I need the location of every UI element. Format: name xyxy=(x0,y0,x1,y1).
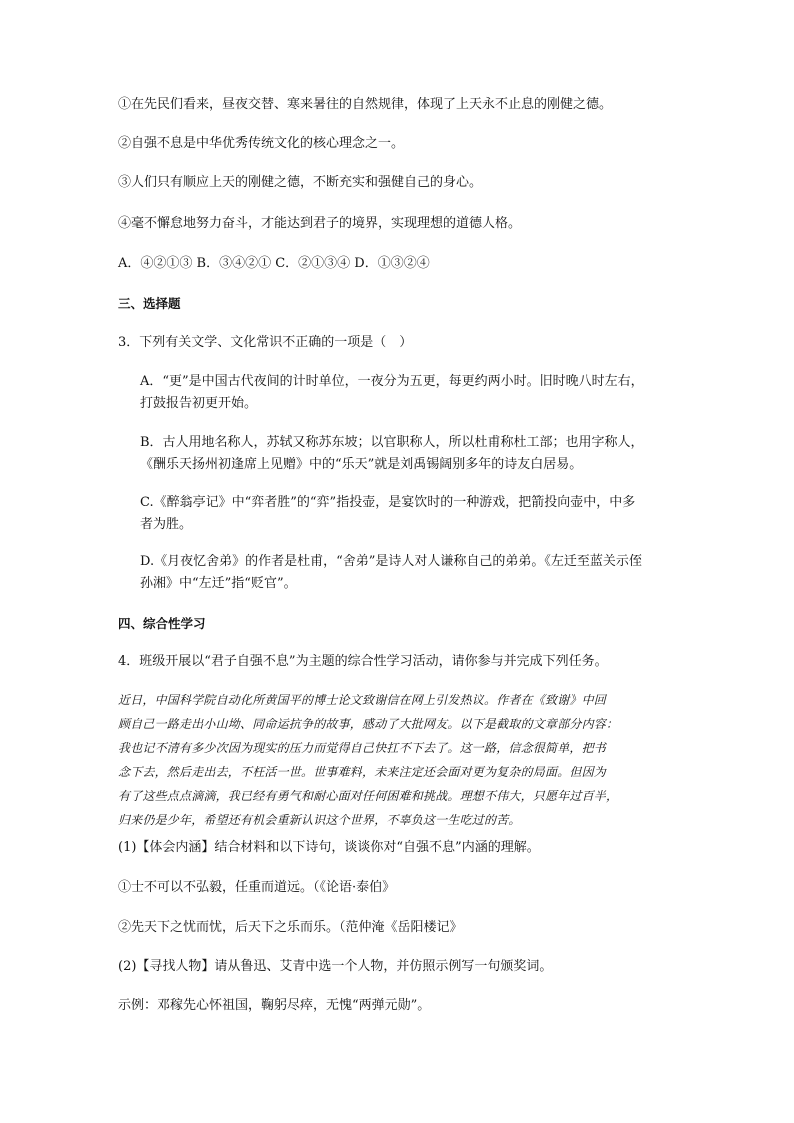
material-line-5: 有了这些点点滴滴，我已经有勇气和耐心面对任何困难和挑战。理想不伟大，只愿年过百半， xyxy=(118,789,619,803)
option-c-line-2: 者为胜。 xyxy=(140,517,193,532)
material-line-6: 归来仍是少年，希望还有机会重新认识这个世界，不辜负这一生吃过的苦。 xyxy=(118,813,521,827)
q2-item-1: ①在先民们看来，昼夜交替、寒来暑往的自然规律，体现了上天永不止息的刚健之德。 xyxy=(118,97,613,112)
option-d-line-1: D.《月夜忆舍弟》的作者是杜甫，“舍弟”是诗人对人谦称自己的弟弟。《左迁至蓝关示侄 xyxy=(140,554,642,569)
option-d xyxy=(140,551,680,595)
quote-2: ②先天下之忧而忧，后天下之乐而乐。（范仲淹《岳阳楼记》 xyxy=(118,920,463,935)
q2-item-3: ③人们只有顺应上天的刚健之德，不断充实和强健自己的身心。 xyxy=(118,175,483,190)
example-text: 示例：邓稼先心怀祖国，鞠躬尽瘁，无愧“两弹元勋”。 xyxy=(118,998,431,1013)
material-passage xyxy=(118,688,684,832)
q2-options: A．④②①③ B．③④②① C．②①③④ D．①③②④ xyxy=(118,256,430,271)
option-b xyxy=(140,432,680,476)
option-b-line-2: 《酬乐天扬州初逢席上见赠》中的“乐天”就是刘禹锡阔别多年的诗友白居易。 xyxy=(140,457,583,472)
option-c-line-1: C.《醉翁亭记》中“弈者胜”的“弈”指投壶，是宴饮时的一种游戏，把箭投向壶中，中多 xyxy=(140,495,636,510)
task-1: (1)【体会内涵】结合材料和以下诗句，谈谈你对“自强不息”内涵的理解。 xyxy=(118,840,540,855)
option-c xyxy=(140,492,680,536)
q2-item-2: ②自强不息是中华优秀传统文化的核心理念之一。 xyxy=(118,136,405,151)
material-line-4: 念下去，然后走出去，不枉活一世。世事难料，未来注定还会面对更为复杂的局面。但因为 xyxy=(118,765,607,779)
section-3-heading: 三、选择题 xyxy=(118,296,181,311)
option-a-line-2: 打鼓报告初更开始。 xyxy=(140,396,258,411)
quote-1: ①士不可以不弘毅，任重而道远。（《论语·泰伯》 xyxy=(118,880,396,895)
material-line-3: 我也记不清有多少次因为现实的压力而觉得自己快扛不下去了。这一路，信念很简单，把书 xyxy=(118,741,607,755)
option-a xyxy=(140,371,680,415)
option-a-line-1: A．“更”是中国古代夜间的计时单位，一夜分为五更，每更约两小时。旧时晚八时左右， xyxy=(140,374,644,389)
question-4: 4．班级开展以“君子自强不息”为主题的综合性学习活动，请你参与并完成下列任务。 xyxy=(118,654,608,669)
material-line-1: 近日，中国科学院自动化所黄国平的博士论文致谢信在网上引发热议。作者在《致谢》中回 xyxy=(118,693,607,707)
option-d-line-2: 孙湘》中“左迁”指“贬官”。 xyxy=(140,576,297,591)
question-3: 3．下列有关文学、文化常识不正确的一项是（ ） xyxy=(118,335,413,350)
option-b-line-1: B．古人用地名称人，苏轼又称苏东坡；以官职称人，所以杜甫称杜工部；也用字称人， xyxy=(140,435,644,450)
material-line-2: 顾自己一路走出小山坳、同命运抗争的故事，感动了大批网友。以下是截取的文章部分内容： xyxy=(118,717,619,731)
task-2: (2)【寻找人物】请从鲁迅、艾青中选一个人物，并仿照示例写一句颁奖词。 xyxy=(118,959,553,974)
section-4-heading: 四、综合性学习 xyxy=(118,616,206,631)
q2-item-4: ④毫不懈怠地努力奋斗，才能达到君子的境界，实现理想的道德人格。 xyxy=(118,216,522,231)
